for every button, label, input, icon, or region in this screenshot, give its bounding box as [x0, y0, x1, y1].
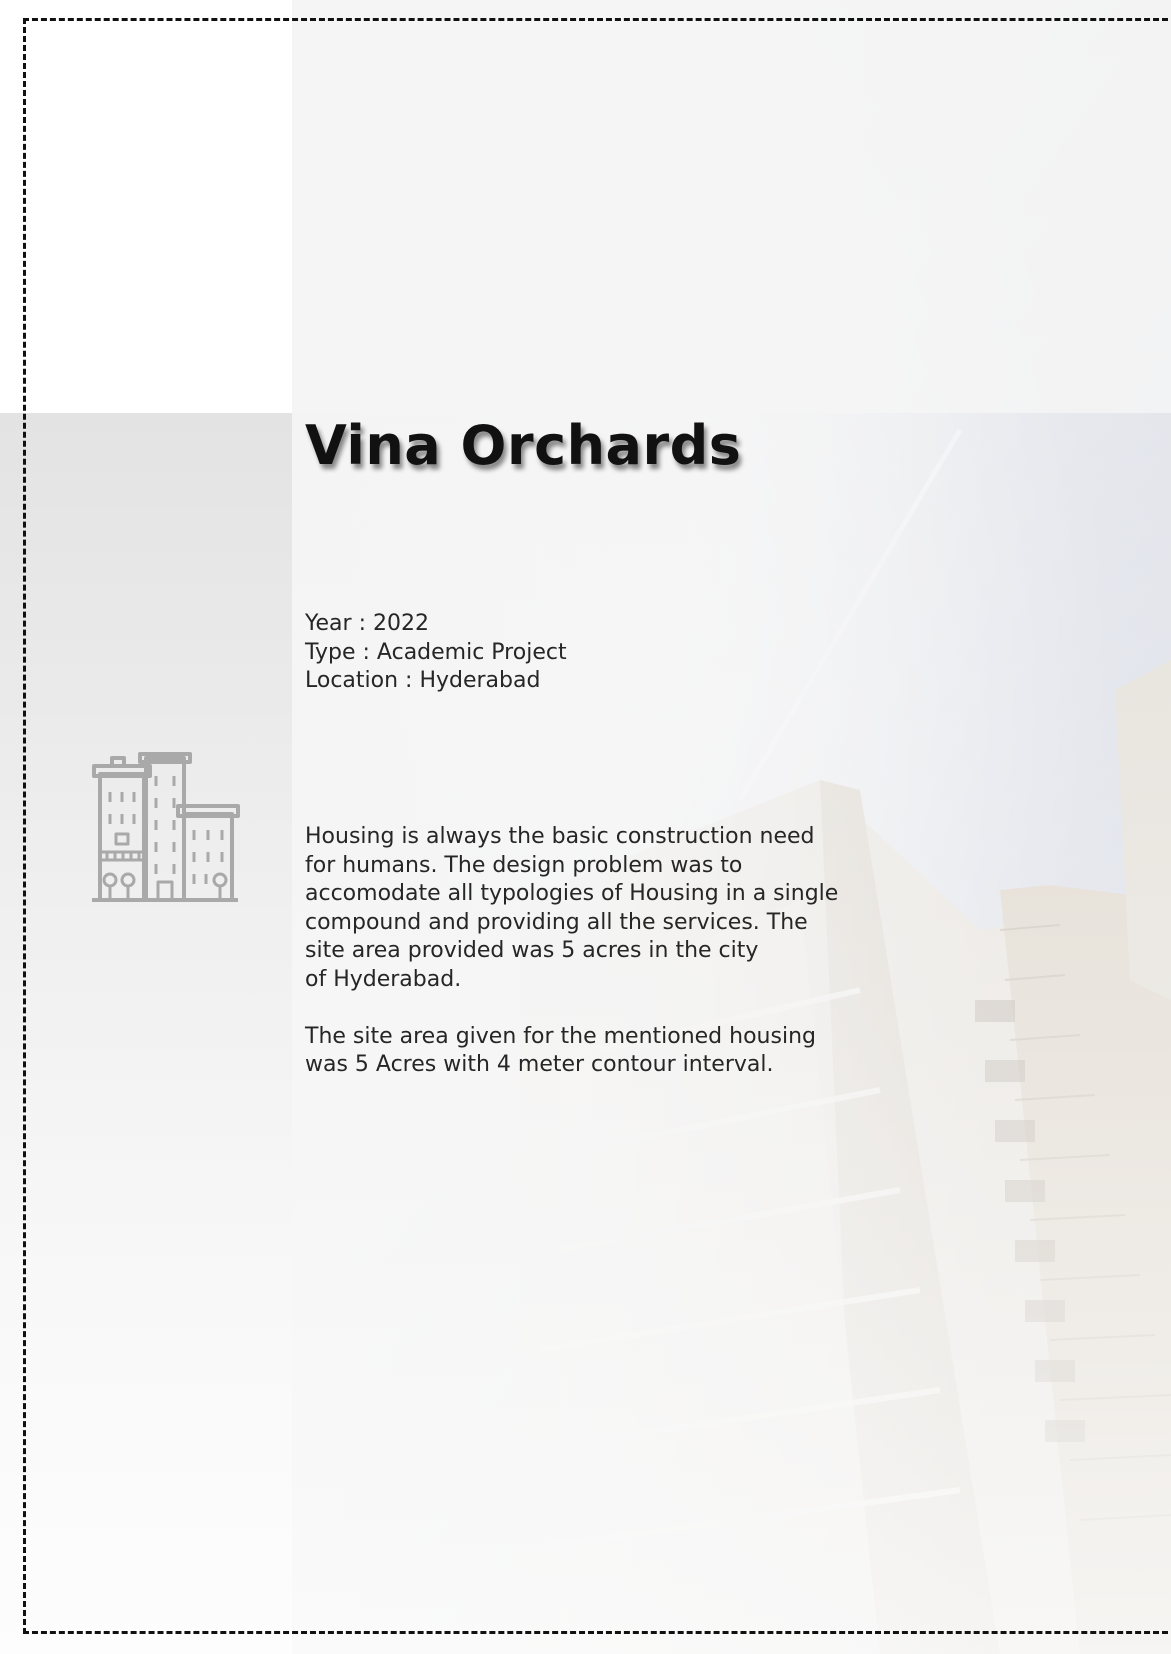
dashed-page-border	[23, 18, 1168, 1634]
description-paragraph-1: Housing is always the basic construction need for humans. The design problem was to accomodate all typologies of Housing in a single compound and providing all the services. The site area provided was 5 acres in the city of Hyderabad.	[305, 824, 839, 992]
project-year: Year : 2022	[305, 611, 429, 636]
project-location: Location : Hyderabad	[305, 668, 541, 693]
project-title: Vina Orchards	[305, 414, 742, 477]
description-paragraph-2: The site area given for the mentioned housing was 5 Acres with 4 meter contour interval.	[305, 1023, 816, 1077]
project-type: Type : Academic Project	[305, 639, 567, 665]
